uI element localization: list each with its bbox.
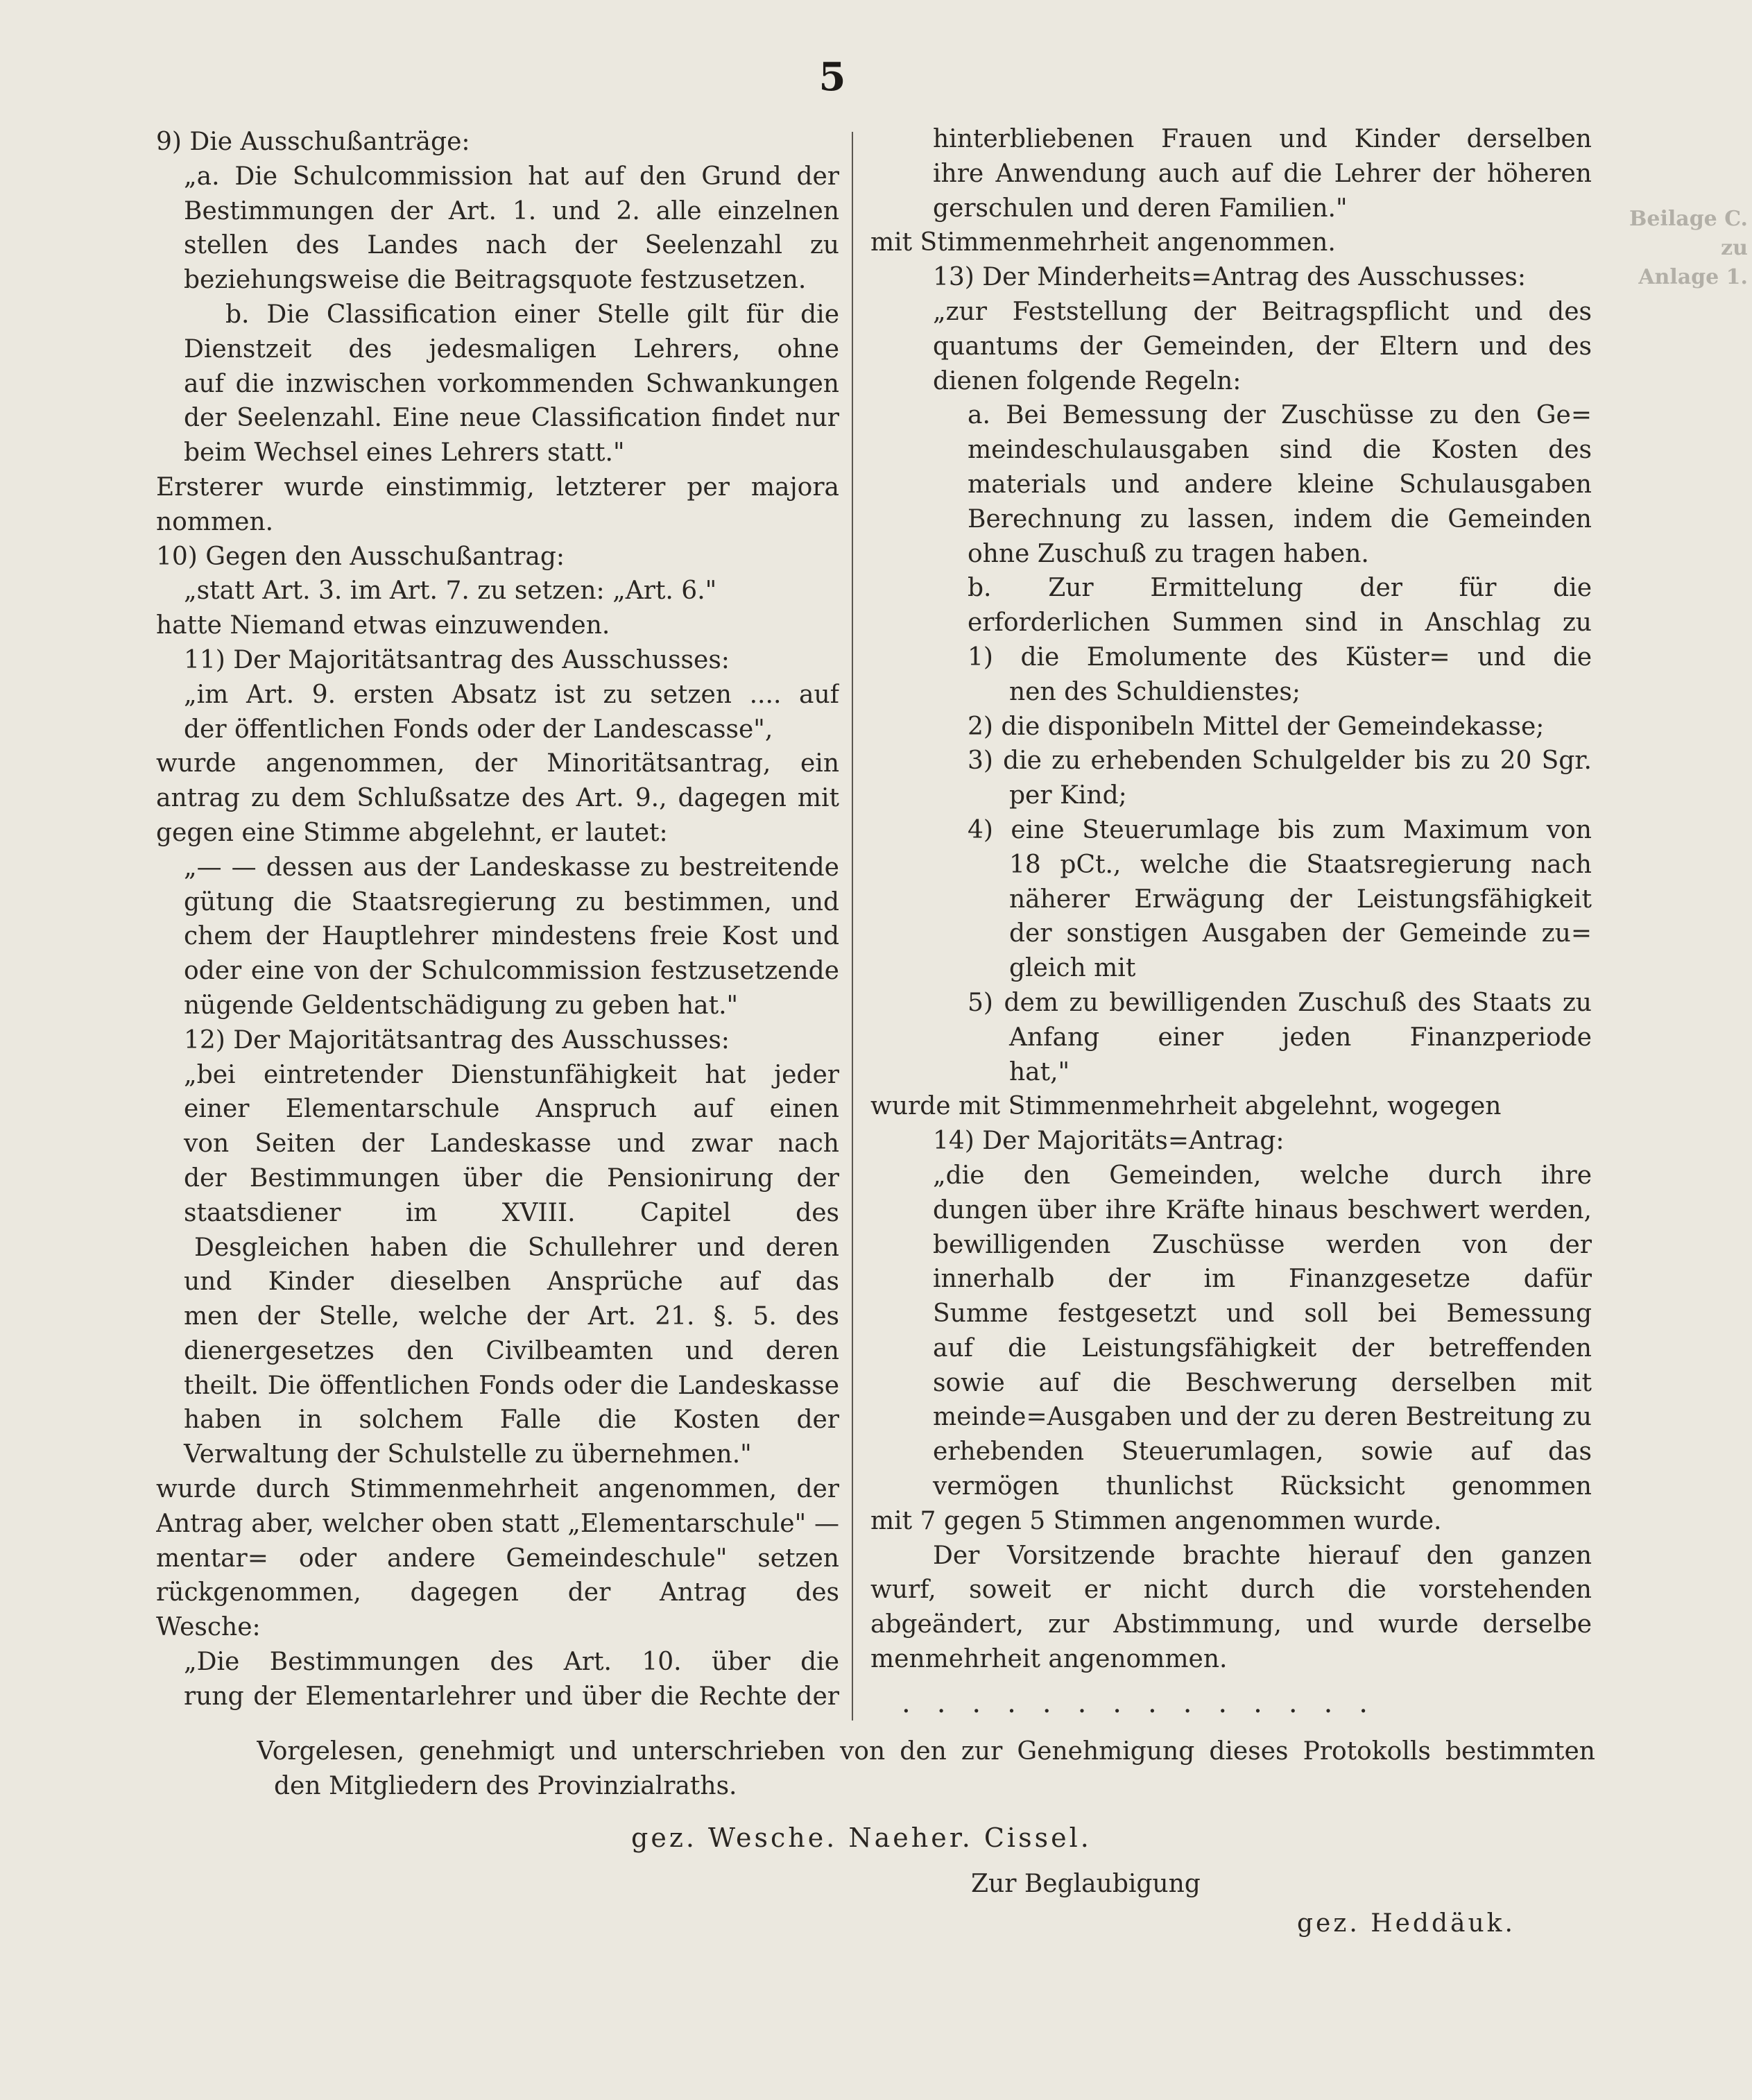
text-line: Berechnung zu lassen, indem die Gemeinden	[968, 504, 1592, 533]
text-line: von Seiten der Landeskasse und zwar nach	[184, 1129, 839, 1159]
text-line: 11) Der Majoritätsantrag des Ausschusses:	[184, 645, 730, 674]
text-line: materials und andere kleine Schulausgaben	[968, 470, 1592, 499]
text-line: beziehungsweise die Beitragsquote festzusetzen.	[184, 266, 807, 295]
attestation-label: Zur Beglaubigung	[971, 1870, 1201, 1898]
text-line: hatte Niemand etwas einzuwenden.	[156, 611, 610, 640]
text-line: theilt. Die öffentlichen Fonds oder die Landeskasse	[184, 1371, 839, 1400]
text-line: hat,"	[1009, 1057, 1070, 1086]
text-line: „die den Gemeinden, welche durch ihre	[933, 1161, 1592, 1190]
text-line: innerhalb der im Finanzgesetze dafür	[933, 1265, 1592, 1294]
footer-line: den Mitgliedern des Provinzialraths.	[274, 1772, 737, 1800]
text-line: mit Stimmenmehrheit angenommen.	[870, 228, 1336, 257]
text-line: quantums der Gemeinden, der Eltern und des	[933, 332, 1592, 361]
text-line: menmehrheit angenommen.	[870, 1645, 1228, 1674]
attestation-signature: gez. Heddäuk.	[1297, 1909, 1515, 1938]
text-line: antrag zu dem Schlußsatze des Art. 9., dagegen mit	[156, 784, 839, 813]
text-line: rückgenommen, dagegen der Antrag des	[156, 1578, 839, 1607]
text-line: Antrag aber, welcher oben statt „Elementarschule" —	[156, 1509, 839, 1538]
text-line: b. Zur Ermittelung der für die	[968, 574, 1592, 603]
text-line: Ersterer wurde einstimmig, letzterer per majora	[156, 472, 839, 502]
text-line: nen des Schuldienstes;	[1009, 677, 1300, 706]
text-line: ohne Zuschuß zu tragen haben.	[968, 539, 1369, 568]
text-line: dungen über ihre Kräfte hinaus beschwert werden,	[933, 1195, 1592, 1224]
text-line: b. Die Classification einer Stelle gilt für die	[225, 300, 839, 329]
text-line: stellen des Landes nach der Seelenzahl zu	[184, 231, 839, 260]
text-line: mentar= oder andere Gemeindeschule" setzen	[156, 1544, 839, 1573]
text-line: gegen eine Stimme abgelehnt, er lautet:	[156, 818, 668, 847]
bleed-line-1: Beilage C. zu	[1629, 207, 1748, 260]
text-line: 3) die zu erhebenden Schulgelder bis zu 20 Sgr.	[968, 746, 1592, 776]
text-line: wurde mit Stimmenmehrheit abgelehnt, wogegen	[870, 1092, 1502, 1121]
text-line: Dienstzeit des jedesmaligen Lehrers, ohne	[184, 334, 839, 364]
ellipsis-row: ..............	[902, 1687, 1395, 1719]
text-line: beim Wechsel eines Lehrers statt."	[184, 438, 625, 468]
column-divider	[852, 132, 853, 1721]
text-line: wurde durch Stimmenmehrheit angenommen, der	[156, 1475, 839, 1504]
text-line: Anfang einer jeden Finanzperiode	[1009, 1023, 1592, 1052]
text-line: 10) Gegen den Ausschußantrag:	[156, 542, 565, 571]
text-line: chem der Hauptlehrer mindestens freie Kost und	[184, 922, 839, 951]
text-line: Der Vorsitzende brachte hierauf den ganzen	[933, 1541, 1592, 1570]
text-line: bewilligenden Zuschüsse werden von der	[933, 1230, 1592, 1259]
text-line: dienergesetzes den Civilbeamten und deren	[184, 1336, 839, 1365]
text-line: meinde=Ausgaben und der zu deren Bestreitung zu	[933, 1403, 1592, 1432]
text-line: „— — dessen aus der Landeskasse zu bestreitende	[184, 853, 839, 882]
text-line: Desgleichen haben die Schullehrer und deren	[194, 1233, 839, 1262]
text-line: gerschulen und deren Familien."	[933, 194, 1348, 223]
text-line: „im Art. 9. ersten Absatz ist zu setzen .... auf	[184, 680, 839, 709]
text-line: 13) Der Minderheits=Antrag des Ausschusses:	[933, 263, 1526, 292]
text-line: 5) dem zu bewilligenden Zuschuß des Staats zu	[968, 988, 1592, 1017]
text-line: staatsdiener im XVIII. Capitel des	[184, 1198, 839, 1227]
text-line: sowie auf die Beschwerung derselben mit	[933, 1368, 1592, 1397]
text-line: auf die inzwischen vorkommenden Schwankungen	[184, 369, 839, 398]
right-column	[870, 122, 1592, 1677]
text-line: hinterbliebenen Frauen und Kinder derselben	[933, 125, 1592, 153]
text-line: „a. Die Schulcommission hat auf den Grund der	[184, 162, 839, 191]
protocol-closing	[257, 1734, 1595, 1804]
text-line: a. Bei Bemessung der Zuschüsse zu den Ge=	[968, 401, 1592, 430]
text-line: Verwaltung der Schulstelle zu übernehmen."	[184, 1440, 752, 1469]
text-line: gleich mit	[1009, 954, 1136, 983]
text-line: „Die Bestimmungen des Art. 10. über die	[184, 1648, 839, 1677]
text-line: haben in solchem Falle die Kosten der	[184, 1406, 839, 1435]
text-line: oder eine von der Schulcommission festzusetzende	[184, 957, 839, 986]
text-line: 14) Der Majoritäts=Antrag:	[933, 1127, 1285, 1156]
text-line: gütung die Staatsregierung zu bestimmen, und	[184, 887, 839, 916]
text-line: erforderlichen Summen sind in Anschlag zu	[968, 608, 1592, 638]
text-line: Bestimmungen der Art. 1. und 2. alle einzelnen	[184, 196, 839, 225]
text-line: 18 pCt., welche die Staatsregierung nach	[1009, 850, 1592, 879]
text-line: 1) die Emolumente des Küster= und die	[968, 642, 1592, 672]
text-line: erhebenden Steuerumlagen, sowie auf das	[933, 1437, 1592, 1467]
text-line: ihre Anwendung auch auf die Lehrer der höheren	[933, 159, 1592, 188]
text-line: meindeschulausgaben sind die Kosten des	[968, 436, 1592, 465]
text-line: „bei eintretender Dienstunfähigkeit hat jeder	[184, 1060, 839, 1089]
text-line: einer Elementarschule Anspruch auf einen	[184, 1095, 839, 1124]
text-line: der sonstigen Ausgaben der Gemeinde zu=	[1009, 919, 1592, 948]
text-line: nommen.	[156, 507, 274, 536]
text-line: und Kinder dieselben Ansprüche auf das	[184, 1267, 839, 1297]
text-line: 2) die disponibeln Mittel der Gemeindekasse;	[968, 712, 1545, 741]
text-line: per Kind;	[1009, 781, 1127, 810]
footer-line: Vorgelesen, genehmigt und unterschrieben von den zur Genehmigung dieses Protokolls bestimmten	[257, 1737, 1595, 1766]
text-line: „zur Feststellung der Beitragspflicht und des	[933, 297, 1592, 326]
text-line: 9) Die Ausschußanträge:	[156, 128, 470, 156]
bleed-line-2: Anlage 1.	[1638, 265, 1748, 289]
text-line: men der Stelle, welche der Art. 21. §. 5. des	[184, 1302, 839, 1331]
text-line: 4) eine Steuerumlage bis zum Maximum von	[968, 815, 1592, 844]
text-line: abgeändert, zur Abstimmung, und wurde derselbe	[870, 1610, 1592, 1639]
text-line: wurde angenommen, der Minoritätsantrag, ein	[156, 749, 839, 778]
text-line: der Seelenzahl. Eine neue Classification findet nur	[184, 404, 839, 433]
left-column	[156, 125, 839, 1714]
text-line: der öffentlichen Fonds oder der Landescasse",	[184, 715, 773, 744]
bleed-through-margin-text	[1623, 205, 1748, 292]
text-line: dienen folgende Regeln:	[933, 366, 1242, 395]
text-line: näherer Erwägung der Leistungsfähigkeit	[1009, 885, 1592, 914]
text-line: vermögen thunlichst Rücksicht genommen	[933, 1472, 1592, 1501]
text-line: der Bestimmungen über die Pensionirung der	[184, 1163, 839, 1193]
text-line: Summe festgesetzt und soll bei Bemessung	[933, 1299, 1592, 1329]
text-line: Wesche:	[156, 1613, 261, 1642]
text-line: „statt Art. 3. im Art. 7. zu setzen: „Art. 6."	[184, 577, 717, 606]
text-line: mit 7 gegen 5 Stimmen angenommen wurde.	[870, 1506, 1442, 1535]
text-line: wurf, soweit er nicht durch die vorstehenden	[870, 1576, 1592, 1605]
signatures-names: gez. Wesche. Naeher. Cissel.	[631, 1822, 1092, 1853]
text-line: nügende Geldentschädigung zu geben hat."	[184, 991, 739, 1020]
text-line: auf die Leistungsfähigkeit der betreffenden	[933, 1333, 1592, 1363]
text-line: rung der Elementarlehrer und über die Rechte der	[184, 1682, 839, 1711]
page-number: 5	[818, 54, 846, 100]
text-line: 12) Der Majoritätsantrag des Ausschusses:	[184, 1025, 730, 1055]
